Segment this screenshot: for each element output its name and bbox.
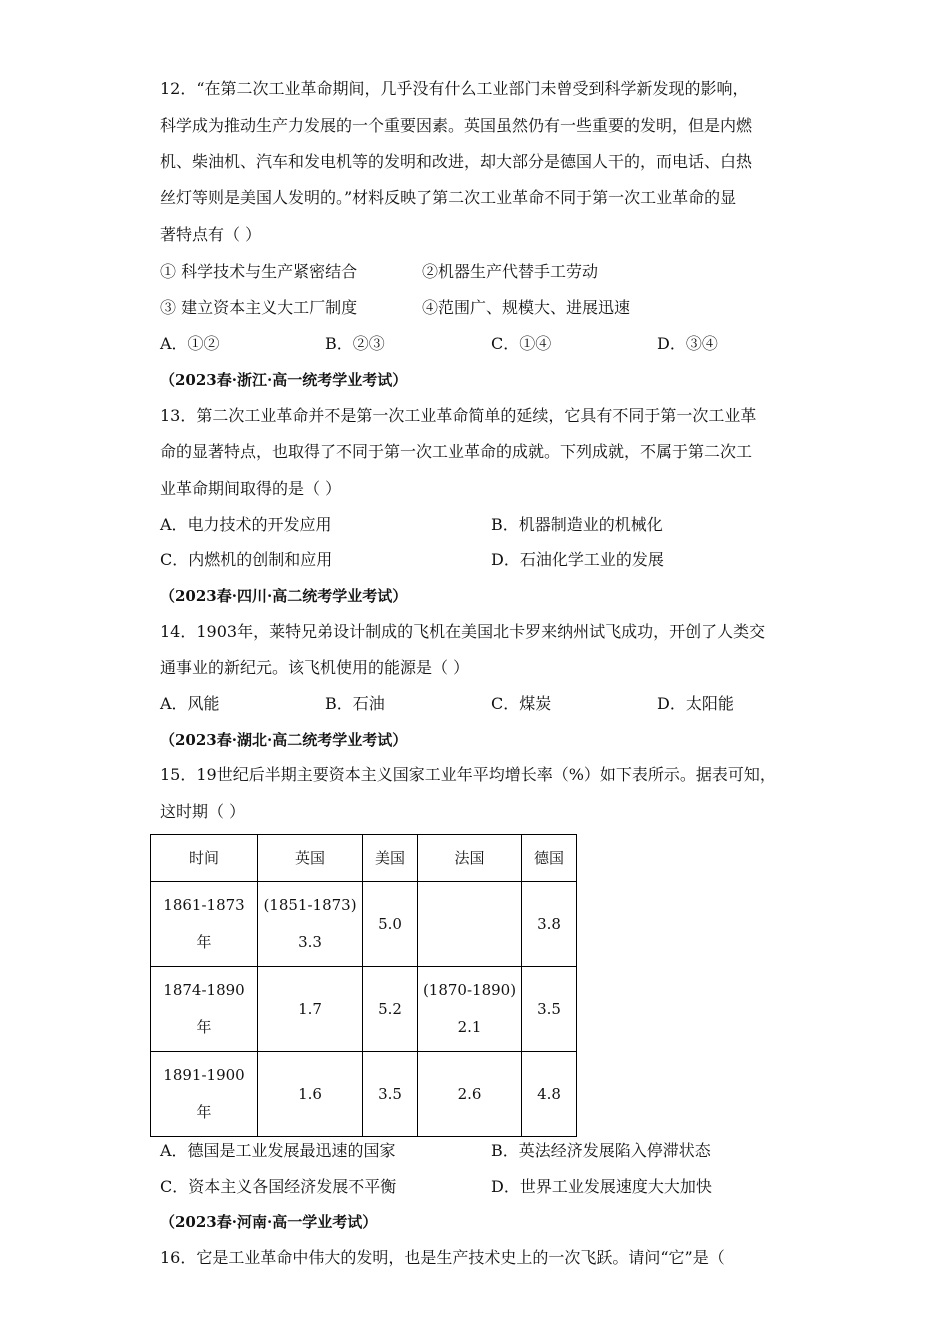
q14-option-b: B．石油 (325, 694, 385, 713)
cell-line: (1870-1890) (422, 981, 517, 999)
q12-option-d: D．③④ (657, 334, 718, 353)
table-cell: 5.0 (363, 882, 418, 967)
table-row (151, 882, 577, 967)
table-cell: 1.7 (258, 967, 363, 1052)
q15-option-b: B．英法经济发展陷入停滞状态 (491, 1141, 711, 1160)
cell-line: 年 (196, 933, 212, 951)
table-cell (418, 967, 522, 1052)
table-cell: 3.5 (522, 967, 577, 1052)
q14-line-1: 14．1903年，莱特兄弟设计制成的飞机在美国北卡罗来纳州试飞成功，开创了人类交 (160, 622, 766, 641)
table-header-cell: 美国 (363, 835, 418, 882)
q12-option-a: A．①② (160, 334, 220, 353)
q15-option-c: C．资本主义各国经济发展不平衡 (160, 1177, 397, 1196)
q15-line-1: 15．19世纪后半期主要资本主义国家工业年平均增长率（%）如下表所示。据表可知， (160, 765, 776, 784)
table-cell: 4.8 (522, 1052, 577, 1137)
cell-line: 1874-1890 (163, 981, 245, 999)
q14-option-d: D．太阳能 (657, 694, 734, 713)
q12-line-1: 12．“在第二次工业革命期间，几乎没有什么工业部门未曾受到科学新发现的影响， (160, 79, 749, 98)
cell-line: 年 (196, 1018, 212, 1036)
table-row (151, 967, 577, 1052)
table-cell: 3.8 (522, 882, 577, 967)
q12-item-4: ④范围广、规模大、进展迅速 (422, 298, 631, 317)
q16-source: （2023春·河南·高一学业考试） (160, 1213, 378, 1231)
q13-option-a: A．电力技术的开发应用 (160, 515, 332, 534)
q12-line-3: 机、柴油机、汽车和发电机等的发明和改进，却大部分是德国人干的，而电话、白热 (160, 152, 753, 171)
q13-line-3: 业革命期间取得的是（ ） (160, 479, 342, 498)
q12-item-1: ① 科学技术与生产紧密结合 (160, 262, 358, 281)
cell-line: 3.3 (298, 933, 322, 951)
table-cell (151, 882, 258, 967)
table-cell (258, 882, 363, 967)
q14-source: （2023春·四川·高二统考学业考试） (160, 587, 408, 605)
q12-line-2: 科学成为推动生产力发展的一个重要因素。英国虽然仍有一些重要的发明，但是内燃 (160, 116, 753, 135)
cell-line: 年 (196, 1103, 212, 1121)
q12-item-3: ③ 建立资本主义大工厂制度 (160, 298, 358, 317)
table-cell: 1.6 (258, 1052, 363, 1137)
cell-line: (1851-1873) (263, 896, 357, 914)
q12-item-2: ②机器生产代替手工劳动 (422, 262, 599, 281)
table-cell (151, 967, 258, 1052)
cell-line: 2.1 (457, 1018, 482, 1036)
table-cell: 3.5 (363, 1052, 418, 1137)
table-header-cell: 法国 (418, 835, 522, 882)
table-header-cell: 英国 (258, 835, 363, 882)
cell-line: 1891-1900 (163, 1066, 245, 1084)
q13-source: （2023春·浙江·高一统考学业考试） (160, 371, 408, 389)
table-header-cell: 时间 (151, 835, 258, 882)
growth-rate-table (150, 834, 577, 1137)
table-cell (151, 1052, 258, 1137)
q15-source: （2023春·湖北·高二统考学业考试） (160, 731, 408, 749)
q13-line-2: 命的显著特点，也取得了不同于第一次工业革命的成就。下列成就，不属于第二次工 (160, 442, 753, 461)
table-row (151, 1052, 577, 1137)
table-cell: 5.2 (363, 967, 418, 1052)
q15-option-d: D．世界工业发展速度大大加快 (491, 1177, 712, 1196)
q13-option-c: C．内燃机的创制和应用 (160, 550, 333, 569)
q14-option-c: C．煤炭 (491, 694, 552, 713)
table-cell (418, 882, 522, 967)
q12-option-b: B．②③ (325, 334, 385, 353)
q15-line-2: 这时期（ ） (160, 802, 246, 821)
q12-line-4: 丝灯等则是美国人发明的。”材料反映了第二次工业革命不同于第一次工业革命的显 (160, 188, 737, 207)
q12-option-c: C．①④ (491, 334, 552, 353)
q14-option-a: A．风能 (160, 694, 220, 713)
q16-line-1: 16．它是工业革命中伟大的发明，也是生产技术史上的一次飞跃。请问“它”是（ (160, 1248, 725, 1267)
table-cell: 2.6 (418, 1052, 522, 1137)
q13-option-d: D．石油化学工业的发展 (491, 550, 664, 569)
q13-line-1: 13．第二次工业革命并不是第一次工业革命简单的延续，它具有不同于第一次工业革 (160, 406, 757, 425)
q12-line-5: 著特点有（ ） (160, 225, 262, 244)
q15-option-a: A．德国是工业发展最迅速的国家 (160, 1141, 396, 1160)
cell-line: 1861-1873 (163, 896, 245, 914)
q14-line-2: 通事业的新纪元。该飞机使用的能源是（ ） (160, 658, 470, 677)
table-header-cell: 德国 (522, 835, 577, 882)
table-header-row (151, 835, 577, 882)
q13-option-b: B．机器制造业的机械化 (491, 515, 663, 534)
